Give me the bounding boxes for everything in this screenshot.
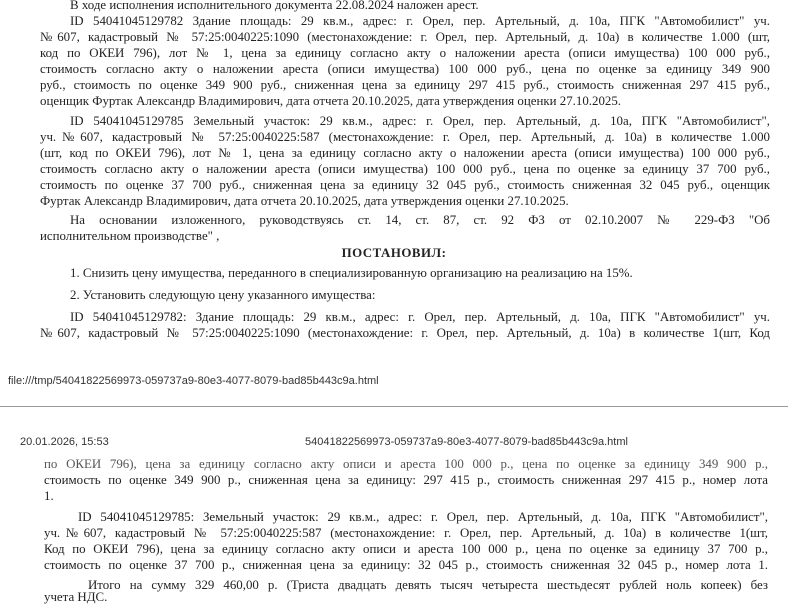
price-item1-line: №607, кадастровый № 57:25:0040225:1090 (местонахождение: г. Орел, пер. Артельный, д. 10а) в количестве 1(шт, Код <box>40 326 770 340</box>
basis-line: На основании изложенного, руководствуясь ст. 14, ст. 87, ст. 92 ФЗ от 02.10.2007 № 229-ФЗ "Об <box>70 213 770 227</box>
footer-file-path: file:///tmp/54041822569973-059737a9-80e3-4077-8079-bad85b443c9a.html <box>8 375 379 387</box>
price-item1-line: ID 54041045129782: Здание площадь: 29 кв.м., адрес: г. Орел, пер. Артельный, д. 10а, ПГК "Автомобилист" уч. <box>70 310 770 324</box>
basis-line: исполнительном производстве" , <box>40 229 220 243</box>
total-line: учета НДС. <box>44 590 108 604</box>
item2-line: стоимость согласно акту о наложении ареста (описи имущества) 100 000 руб., цена по оценке за единицу 37 700 руб., <box>40 162 770 176</box>
item2-line: Фуртак Александр Владимирович, дата отчета 20.10.2025, дата утверждения оценки 27.10.2025. <box>40 194 569 208</box>
item1-line: код по ОКЕИ 796), лот № 1, цена за единицу согласно акту о наложении ареста (описи имущества) 100 000 руб., <box>40 46 770 60</box>
cont-item1-line: по ОКЕИ 796), цена за единицу согласно акту описи и ареста 100 000 р., цена по оценке за единицу 349 900 р., <box>44 457 768 471</box>
item2-line: уч.№607, кадастровый № 57:25:0040225:587 (местонахождение: г. Орел, пер. Артельный, д. 10а) в количестве 1.000 <box>40 130 770 144</box>
cont-item1-line: стоимость по оценке 349 900 р., сниженная цена за единицу: 297 415 р., стоимость сниженная 297 415 р., номер лота <box>44 473 768 487</box>
price-item2-line: ID 54041045129785: Земельный участок: 29 кв.м., адрес: г. Орел, пер. Артельный, д. 10а, ПГК "Автомобилист", <box>78 510 768 524</box>
page-divider <box>0 406 788 407</box>
item1-line: стоимость согласно акту о наложении ареста (описи имущества) 100 000 руб., цена по оценке за единицу 349 900 <box>40 62 770 76</box>
price-item2-line: уч.№607, кадастровый № 57:25:0040225:587 (местонахождение: г. Орел, пер. Артельный, д. 10а) в количестве 1(шт, <box>44 526 768 540</box>
header-datetime: 20.01.2026, 15:53 <box>20 436 109 448</box>
item2-line: ID 54041045129785 Земельный участок: 29 кв.м., адрес: г. Орел, пер. Артельный, д. 10а, ПГК "Автомобилист", <box>70 114 770 128</box>
point-1: 1. Снизить цену имущества, переданного в специализированную организацию на реализацию на 15%. <box>70 266 633 280</box>
resolution-heading: ПОСТАНОВИЛ: <box>341 246 447 260</box>
item1-line: ID 54041045129782 Здание площадь: 29 кв.м., адрес: г. Орел, пер. Артельный, д. 10а, ПГК "Автомобилист" уч. <box>70 14 770 28</box>
point-2: 2. Установить следующую цену указанного имущества: <box>70 288 376 302</box>
item1-line: №607, кадастровый № 57:25:0040225:1090 (местонахождение: г. Орел, пер. Артельный, д. 10а) в количестве 1.000 (шт, <box>40 30 770 44</box>
total-line: Итого на сумму 329 460,00 р. (Триста двадцать девять тысяч четыреста шестьдесят рублей ноль копеек) без <box>88 578 768 592</box>
price-item2-line: Код по ОКЕИ 796), цена за единицу согласно акту описи и ареста 100 000 р., цена по оценке за единицу 37 700 р., <box>44 542 768 556</box>
header-title: 54041822569973-059737a9-80e3-4077-8079-bad85b443c9a.html <box>305 436 628 448</box>
item1-line: оценщик Фуртак Александр Владимирович, дата отчета 20.10.2025, дата утверждения оценки 27.10.2025. <box>40 94 622 108</box>
item1-line: руб., стоимость по оценке 349 900 руб., сниженная цена за единицу 297 415 руб., стоимость сниженная 297 415 руб., <box>40 78 770 92</box>
intro-line: В ходе исполнения исполнительного документа 22.08.2024 наложен арест. <box>70 0 479 12</box>
item2-line: стоимость по оценке 37 700 руб., сниженная цена за единицу 32 045 руб., стоимость сниженная 32 045 руб., оценщик <box>40 178 770 192</box>
price-item2-line: стоимость по оценке 37 700 р., сниженная цена за единицу: 32 045 р., стоимость сниженная 32 045 р., номер лота 1. <box>44 558 768 572</box>
document-page-2 <box>0 412 788 605</box>
cont-item1-line: 1. <box>44 489 54 503</box>
item2-line: (шт, код по ОКЕИ 796), лот № 1, цена за единицу согласно акту о наложении ареста (описи имущества) 100 000 руб., <box>40 146 770 160</box>
